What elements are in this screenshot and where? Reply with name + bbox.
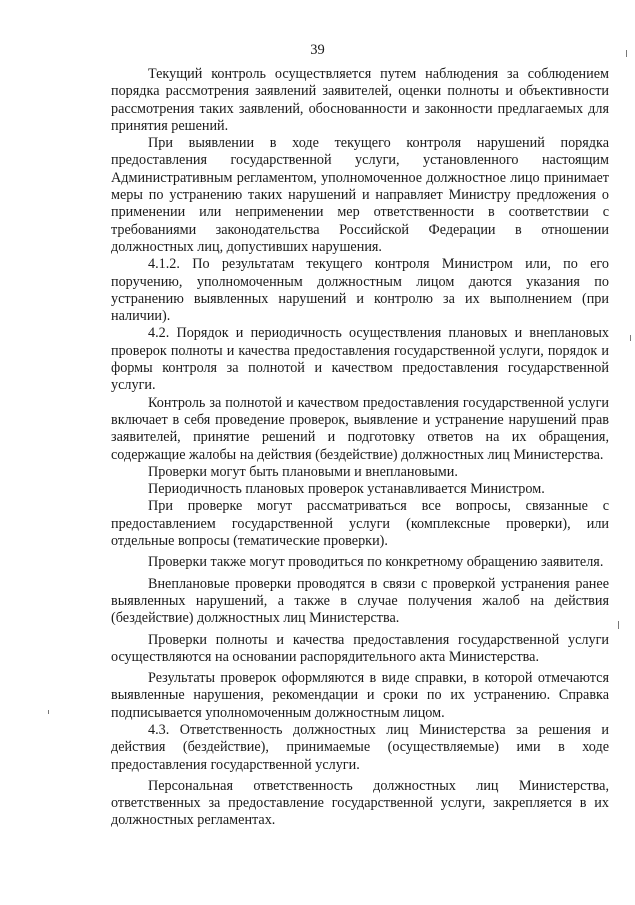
document-body xyxy=(111,66,609,830)
paragraph: Контроль за полнотой и качеством предоставления государственной услуги включает в себя проведение проверок, выявление и устранение нарушений прав заявителей, принятие решений и подготовку ответов на их обращения, содержащие жалобы на действия (бездействие) должностных лиц Министерства. xyxy=(111,394,609,463)
paragraph: Внеплановые проверки проводятся в связи с проверкой устранения ранее выявленных нарушений, а также в случае получения жалоб на действия (бездействие) должностных лиц Министерства. xyxy=(111,575,609,627)
paragraph: Периодичность плановых проверок устанавливается Министром. xyxy=(148,481,545,498)
paragraph: При проверке могут рассматриваться все вопросы, связанные с предоставлением государственной услуги (комплексные проверки), или отдельные вопросы (тематические проверки). xyxy=(111,498,609,550)
scan-speck xyxy=(626,50,627,57)
paragraph: Персональная ответственность должностных лиц Министерства, ответственных за предоставление государственной услуги, закрепляется в их должностных регламентах. xyxy=(111,777,609,829)
paragraph: 4.1.2. По результатам текущего контроля Министром или, по его поручению, уполномоченным должностным лицом даются указания по устранению выявленных нарушений и контролю за их выполнением (при наличии). xyxy=(111,256,609,325)
paragraph: 4.3. Ответственность должностных лиц Министерства за решения и действия (бездействие), принимаемые (осуществляемые) ими в ходе предоставления государственной услуги. xyxy=(111,721,609,773)
scan-speck xyxy=(630,335,631,341)
paragraph: При выявлении в ходе текущего контроля нарушений порядка предоставления государственной услуги, установленного настоящим Административным регламентом, уполномоченное должностное лицо принимает меры по устранению таких нарушений и направляет Министру предложения о применении или неприменении мер ответственности в соответствии с требованиями законодательства Российской Федерации в отношении должностных лиц, допустивших нарушения. xyxy=(111,135,609,255)
scan-speck xyxy=(618,621,619,629)
paragraph: Текущий контроль осуществляется путем наблюдения за соблюдением порядка рассмотрения заявлений заявителей, оценки полноты и объективности рассмотрения таких заявлений, обоснованности и законности предлагаемых для принятия решений. xyxy=(111,66,609,134)
paragraph: Результаты проверок оформляются в виде справки, в которой отмечаются выявленные нарушения, рекомендации и сроки по их устранению. Справка подписывается уполномоченным должностным лицом. xyxy=(111,670,609,721)
paragraph: Проверки полноты и качества предоставления государственной услуги осуществляются на основании распорядительного акта Министерства. xyxy=(111,631,609,665)
paragraph: Проверки также могут проводиться по конкретному обращению заявителя. xyxy=(148,554,604,571)
scan-speck xyxy=(48,710,49,714)
paragraph: 4.2. Порядок и периодичность осуществления плановых и внеплановых проверок полноты и качества предоставления государственной услуги, порядок и формы контроля за полнотой и качеством предоставления государственной услуги. xyxy=(111,325,609,394)
page-number: 39 xyxy=(310,42,325,58)
paragraph: Проверки могут быть плановыми и внеплановыми. xyxy=(148,463,458,480)
